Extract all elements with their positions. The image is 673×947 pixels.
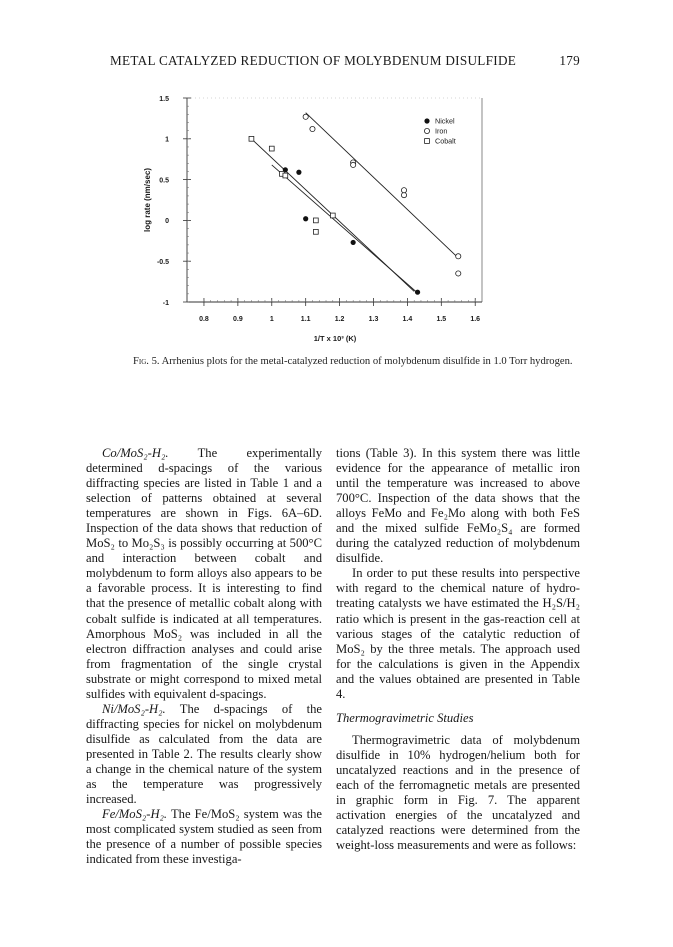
- running-head: [110, 53, 580, 73]
- chart-legend: [424, 117, 455, 146]
- data-point-iron: [310, 126, 315, 131]
- data-point-nickel: [303, 216, 308, 221]
- arrhenius-chart: [120, 80, 520, 345]
- x-tick-label: 1.6: [470, 316, 481, 323]
- data-point-cobalt: [249, 136, 254, 141]
- x-tick-label: 1.1: [300, 316, 311, 323]
- run-in-heading: Fe/MoS₂-H₂.: [102, 807, 168, 822]
- legend-label-iron: Iron: [435, 126, 448, 136]
- paragraph-ni-mos2: [86, 702, 322, 807]
- x-axis-label: 1/T x 10³ (K): [313, 334, 357, 343]
- right-column: [336, 446, 580, 853]
- paragraph-text: The Fe/MoS₂ system was the most complicated system studied as seen from the presence of a number of possible species indicated from these investiga-: [86, 807, 322, 867]
- data-point-iron: [456, 271, 461, 276]
- run-in-heading: Ni/MoS₂-H₂.: [102, 701, 166, 716]
- legend-label-cobalt: Cobalt: [435, 136, 456, 146]
- y-tick-label: 1: [165, 136, 169, 144]
- figure-caption-text: Arrhenius plots for the metal-catalyzed reduction of molybdenum disulfide in 1.0 Torr hydrogen.: [161, 356, 573, 367]
- y-tick-label: 0: [165, 218, 169, 226]
- paragraph-continued: tions (Table 3). In this system there was little evidence for the appearance of metallic iron until the temperature was increased to above 700°C. Inspection of the data shows that the alloys FeMo and Fe₂Mo along with both FeS and the mixed sulfide FeMo₂S₄ are formed during the catalyzed reduction of molybdenum disulfide.: [336, 446, 580, 566]
- data-point-iron: [401, 193, 406, 198]
- chart-ticks: [157, 96, 480, 323]
- legend-marker-iron: [424, 128, 429, 133]
- data-point-cobalt: [313, 218, 318, 223]
- data-point-iron: [303, 114, 308, 119]
- page-number: 179: [559, 53, 580, 68]
- x-tick-label: 0.9: [232, 316, 243, 323]
- data-point-cobalt: [269, 146, 274, 151]
- data-point-nickel: [415, 290, 420, 295]
- paragraph-fe-mos2: [86, 807, 322, 867]
- y-axis-label: log rate (nm/sec): [143, 167, 152, 233]
- data-point-cobalt: [330, 213, 335, 218]
- x-tick-label: 1.4: [402, 316, 413, 323]
- paragraph-text: The experimentally determined d-spacings of the various diffracting species are listed in Table 1 and a selection of patterns obtained at several temperatures are shown in Figs. 6A–6D. Inspection of the data shows that reduction of MoS₂ to Mo₂S₃ is possibly occurring at 500°C and interaction between cobalt and molybdenum to form alloys also appears to be a favorable process. It is interesting to find that the presence of metallic cobalt along with cobalt sulfide is indicated at all temperatures. Amorphous MoS₂ was included in all the electron diffraction analyses and could arise from fragmentation of the single crystal substrate or might correspond to mixed metal sulfides with equivalent d-spacings.: [86, 446, 323, 701]
- legend-marker-nickel: [424, 118, 429, 123]
- x-tick-label: 0.8: [199, 316, 209, 323]
- paragraph-h2s-ratio: In order to put these results into perspective with regard to the chemical nature of hydro-treating catalysts we have estimated the H₂S/H₂ ratio which is present in the gas-reaction cell at various stages of the catalytic reduction of MoS₂ by the three metals. The approach used for the calculations is given in the Appendix and the values obtained are presented in Table 4.: [336, 566, 580, 701]
- legend-marker-cobalt: [425, 139, 430, 144]
- left-column: [86, 446, 322, 867]
- paragraph-co-mos2: [86, 446, 322, 702]
- y-tick-label: -0.5: [156, 259, 169, 266]
- data-point-cobalt: [283, 173, 288, 178]
- x-tick-label: 1: [269, 316, 274, 323]
- y-tick-label: 0.5: [159, 177, 169, 185]
- x-tick-label: 1.3: [368, 316, 379, 323]
- paragraph-thermogravimetric: Thermogravimetric data of molybdenum disulfide in 10% hydrogen/helium both for uncatalyzed reactions and in the presence of each of the ferromagnetic metals are presented in graphic form in Fig. 7. The apparent activation energies of the uncatalyzed and catalyzed reactions were determined from the weight-loss measurements and were as follows:: [336, 732, 580, 853]
- data-point-nickel: [296, 170, 301, 175]
- figure-caption-label: Fig. 5.: [133, 356, 160, 367]
- running-head-title: METAL CATALYZED REDUCTION OF MOLYBDENUM DISULFIDE: [110, 53, 517, 68]
- data-point-nickel: [351, 240, 356, 245]
- legend-label-nickel: Nickel: [435, 116, 455, 126]
- x-tick-label: 1.5: [436, 316, 447, 323]
- data-point-iron: [456, 254, 461, 259]
- paragraph-text: The d-spacings of the diffracting species for nickel on molybdenum disulfide as calculated from the data are presented in Table 2. The results clearly show a change in the chemical nature of the system as the temperature was progressively increased.: [86, 701, 322, 807]
- y-tick-label: 1.5: [159, 95, 169, 103]
- data-point-iron: [401, 188, 406, 193]
- section-heading: Thermogravimetric Studies: [336, 710, 474, 725]
- data-point-iron: [351, 162, 356, 167]
- y-tick-label: -1: [162, 299, 169, 307]
- figure-caption: [107, 355, 587, 369]
- data-point-cobalt: [313, 229, 318, 234]
- run-in-heading: Co/MoS₂-H₂.: [102, 446, 169, 460]
- x-tick-label: 1.2: [334, 316, 345, 323]
